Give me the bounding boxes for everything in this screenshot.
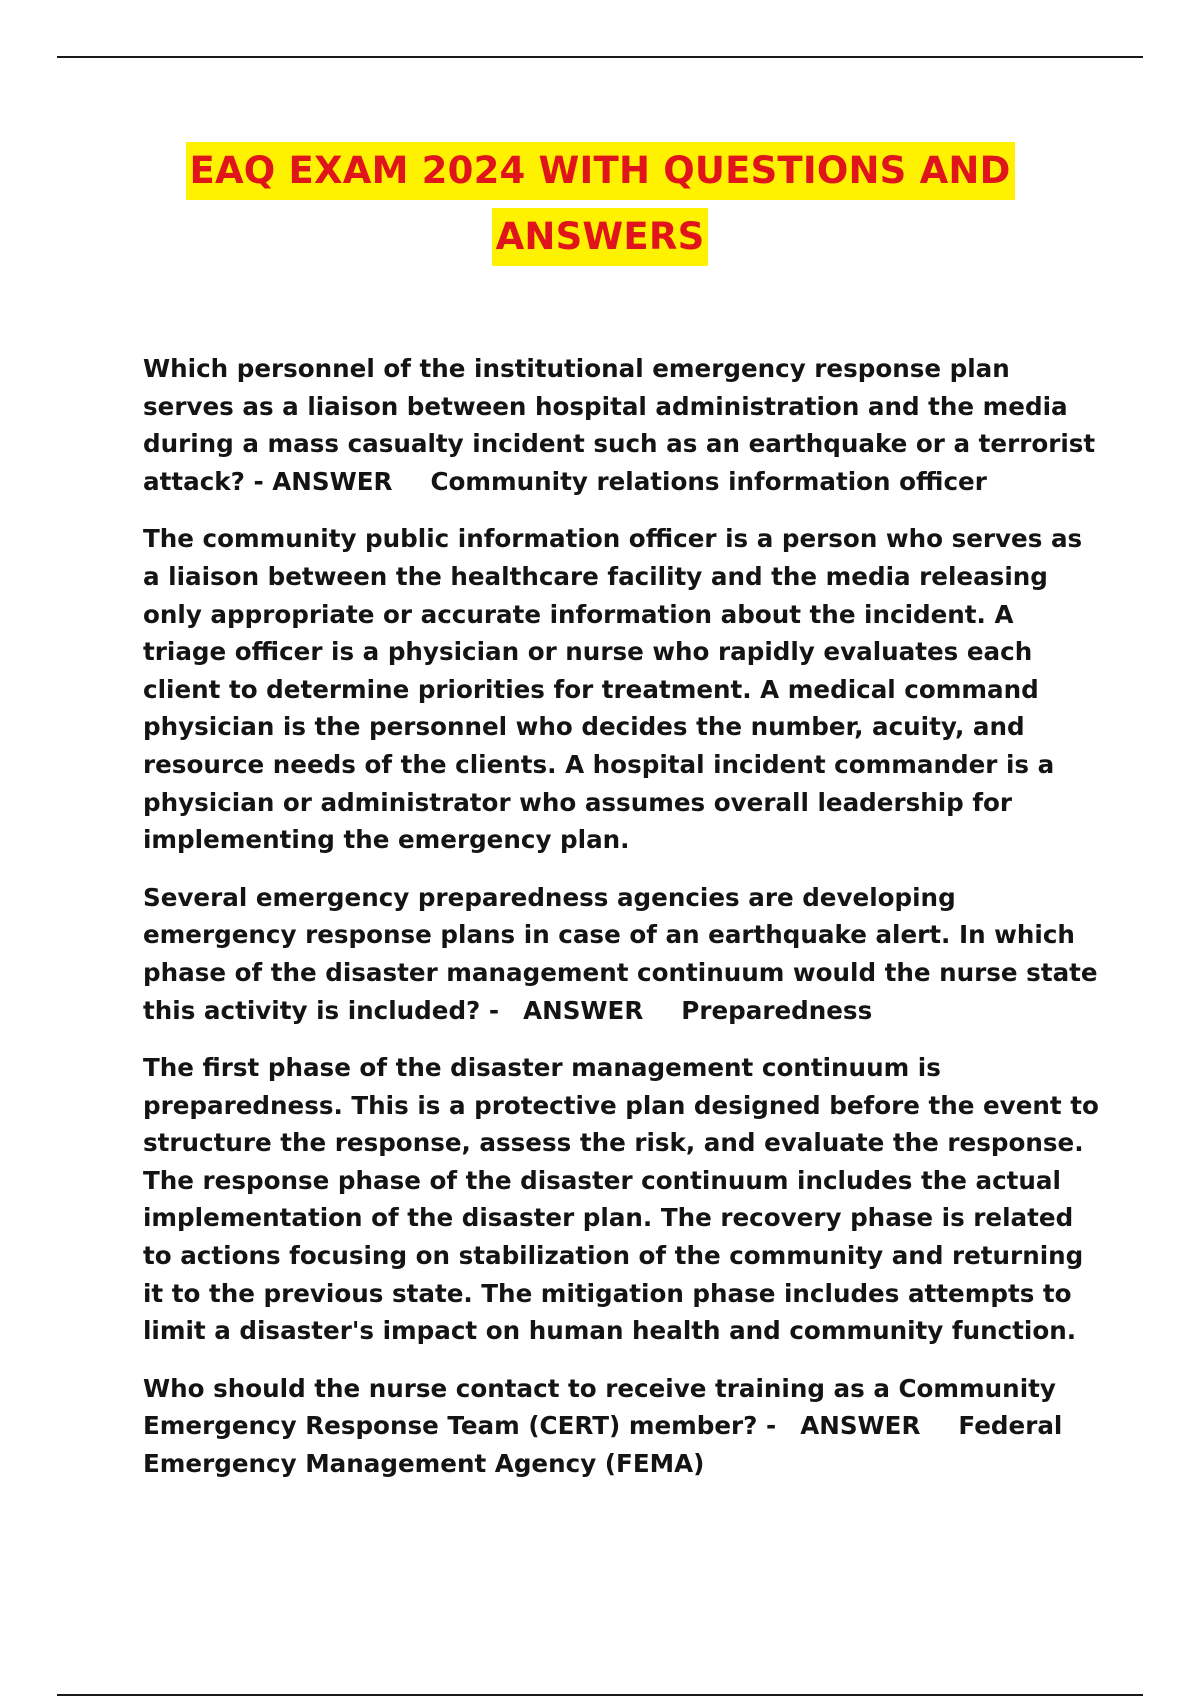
answer-text: Preparedness bbox=[681, 995, 873, 1025]
title-line-2: ANSWERS bbox=[492, 208, 709, 266]
answer-text: Community relations information officer bbox=[430, 466, 987, 496]
bottom-divider bbox=[57, 1694, 1143, 1696]
answer-label: ANSWER bbox=[800, 1411, 921, 1441]
question-text: Who should the nurse contact to receive training as a Community Emergency Response Team (CERT) member? - bbox=[143, 1373, 1056, 1441]
qa-question-1 bbox=[143, 350, 1103, 500]
answer-label: ANSWER bbox=[523, 995, 644, 1025]
qa-question-3 bbox=[143, 1370, 1103, 1483]
top-divider bbox=[57, 56, 1143, 58]
document-title bbox=[0, 142, 1200, 266]
question-text: Which personnel of the institutional emergency response plan serves as a liaison between hospital administration and the media during a mass casualty incident such as an earthquake or a terrorist attack? - bbox=[143, 354, 1096, 496]
answer-label: ANSWER bbox=[272, 466, 393, 496]
qa-content bbox=[143, 350, 1103, 1503]
answer-text: Federal Emergency Management Agency (FEMA) bbox=[143, 1411, 1063, 1479]
title-line-1: EAQ EXAM 2024 WITH QUESTIONS AND bbox=[186, 142, 1015, 200]
qa-explanation-2: The first phase of the disaster management continuum is preparedness. This is a protective plan designed before the event to structure the response, assess the risk, and evaluate the response. The response phase of the disaster continuum includes the actual implementation of the disaster plan. The recovery phase is related to actions focusing on stabilization of the community and returning it to the previous state. The mitigation phase includes attempts to limit a disaster's impact on human health and community function. bbox=[143, 1053, 1099, 1346]
question-text: Several emergency preparedness agencies are developing emergency response plans in case of an earthquake alert. In which phase of the disaster management continuum would the nurse state this activity is included? - bbox=[143, 882, 1098, 1025]
qa-explanation-1: The community public information officer is a person who serves as a liaison between the healthcare facility and the media releasing only appropriate or accurate information about the incident. A triage officer is a physician or nurse who rapidly evaluates each client to determine priorities for treatment. A medical command physician is the personnel who decides the number, acuity, and resource needs of the clients. A hospital incident commander is a physician or administrator who assumes overall leadership for implementing the emergency plan. bbox=[143, 524, 1083, 855]
qa-question-2 bbox=[143, 879, 1103, 1029]
